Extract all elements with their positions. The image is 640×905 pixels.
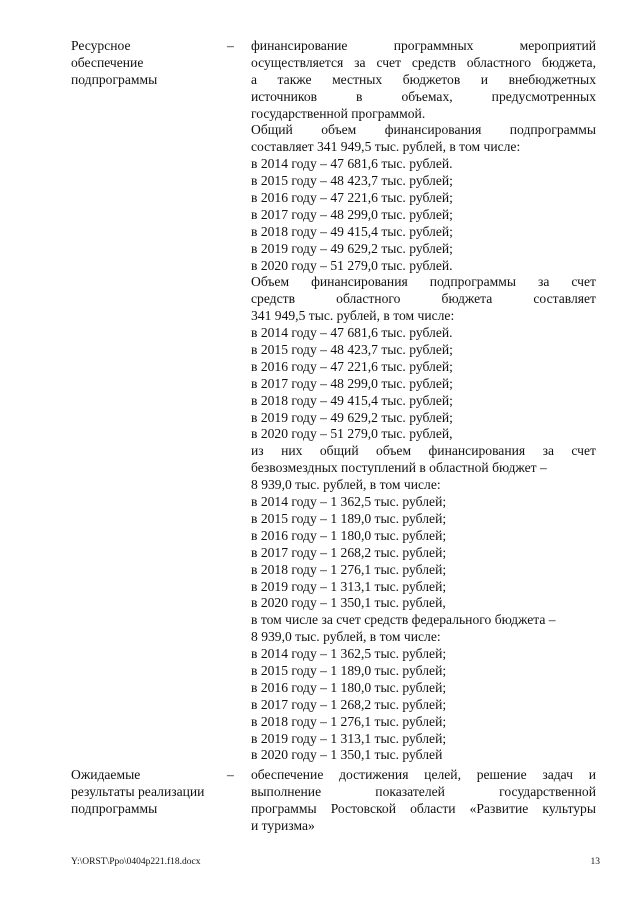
text-line: государственной программой.: [251, 105, 426, 121]
section-dash: –: [227, 767, 234, 782]
text-line: в 2015 году – 1 189,0 тыс. рублей;: [251, 662, 447, 678]
text-line: в 2014 году – 1 362,5 тыс. рублей;: [251, 646, 447, 662]
text-line: в 2019 году – 1 313,1 тыс. рублей;: [251, 578, 447, 594]
text-line: из них общий объем финансирования за счет: [251, 443, 596, 459]
text-line: выполнение показателей государственной: [251, 783, 596, 799]
text-line: финансирование программных мероприятий: [251, 38, 596, 53]
text-line: в 2017 году – 48 299,0 тыс. рублей;: [251, 206, 453, 222]
text-line: в 2014 году – 1 362,5 тыс. рублей;: [251, 494, 447, 510]
text-line: в 2019 году – 1 313,1 тыс. рублей;: [251, 730, 447, 746]
text-line: и туризма»: [251, 817, 315, 833]
text-line: в 2018 году – 49 415,4 тыс. рублей;: [251, 392, 453, 408]
section-label: [71, 767, 231, 818]
text-line: в 2019 году – 49 629,2 тыс. рублей;: [251, 409, 453, 425]
text-line: в 2017 году – 48 299,0 тыс. рублей;: [251, 375, 453, 391]
text-line: в 2015 году – 1 189,0 тыс. рублей;: [251, 510, 447, 526]
text-line: обеспечение достижения целей, решение задач и: [251, 767, 596, 782]
text-line: средств областного бюджета составляет: [251, 291, 596, 307]
text-line: источников в объемах, предусмотренных: [251, 88, 596, 104]
text-line: Объем финансирования подпрограммы за счет: [251, 274, 596, 290]
text-line: в 2014 году – 47 681,6 тыс. рублей.: [251, 156, 453, 172]
text-line: Общий объем финансирования подпрограммы: [251, 122, 596, 138]
text-line: а также местных бюджетов и внебюджетных: [251, 71, 596, 87]
label-line: подпрограммы: [71, 800, 158, 816]
section-label: [71, 38, 231, 89]
text-line: в 2015 году – 48 423,7 тыс. рублей;: [251, 173, 453, 189]
section-text: [251, 38, 596, 764]
text-line: осуществляется за счет средств областного бюджета,: [251, 54, 596, 70]
text-line: программы Ростовской области «Развитие культуры: [251, 800, 596, 816]
text-line: в 2020 году – 1 350,1 тыс. рублей: [251, 747, 443, 763]
text-line: в 2018 году – 1 276,1 тыс. рублей;: [251, 561, 447, 577]
text-line: в 2018 году – 49 415,4 тыс. рублей;: [251, 223, 453, 239]
text-line: 8 939,0 тыс. рублей, в том числе:: [251, 477, 441, 493]
label-line: результаты реализации: [71, 783, 205, 799]
text-line: в 2016 году – 47 221,6 тыс. рублей;: [251, 190, 453, 206]
text-line: в 2020 году – 51 279,0 тыс. рублей,: [251, 426, 453, 442]
text-line: в 2017 году – 1 268,2 тыс. рублей;: [251, 544, 447, 560]
label-line: обеспечение: [71, 54, 144, 70]
text-line: в 2016 году – 1 180,0 тыс. рублей;: [251, 679, 447, 695]
section-text: [251, 767, 596, 835]
label-line: Ожидаемые: [71, 767, 141, 782]
label-line: подпрограммы: [71, 71, 158, 87]
label-line: Ресурсное: [71, 38, 131, 53]
text-line: в 2015 году – 48 423,7 тыс. рублей;: [251, 342, 453, 358]
text-line: в 2020 году – 51 279,0 тыс. рублей.: [251, 257, 453, 273]
text-line: 8 939,0 тыс. рублей, в том числе:: [251, 629, 441, 645]
text-line: в 2017 году – 1 268,2 тыс. рублей;: [251, 696, 447, 712]
text-line: в том числе за счет средств федерального бюджета –: [251, 612, 556, 628]
text-line: 341 949,5 тыс. рублей, в том числе:: [251, 308, 455, 324]
footer-page-number: 13: [590, 857, 600, 867]
section-dash: –: [227, 38, 234, 53]
footer-file-path: Y:\ORST\Ppo\0404p221.f18.docx: [71, 857, 201, 867]
text-line: составляет 341 949,5 тыс. рублей, в том числе:: [251, 139, 521, 155]
text-line: в 2016 году – 47 221,6 тыс. рублей;: [251, 358, 453, 374]
text-line: в 2018 году – 1 276,1 тыс. рублей;: [251, 713, 447, 729]
text-line: в 2016 году – 1 180,0 тыс. рублей;: [251, 527, 447, 543]
text-line: в 2020 году – 1 350,1 тыс. рублей,: [251, 595, 446, 611]
text-line: в 2019 году – 49 629,2 тыс. рублей;: [251, 240, 453, 256]
text-line: безвозмездных поступлений в областной бюджет –: [251, 460, 547, 476]
text-line: в 2014 году – 47 681,6 тыс. рублей.: [251, 325, 453, 341]
